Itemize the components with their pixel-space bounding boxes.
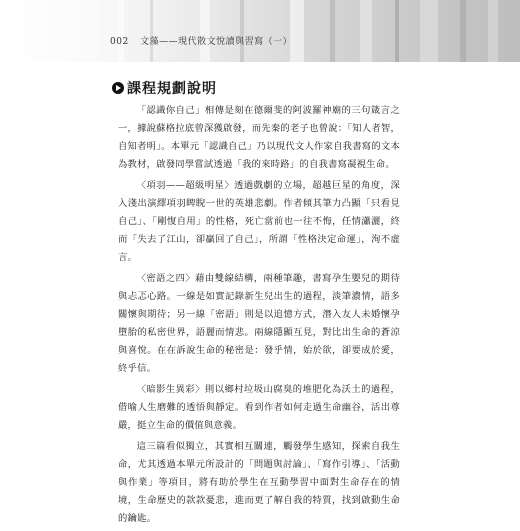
page-number: 002 — [110, 37, 129, 47]
section-title-text: 課程規劃說明 — [127, 81, 217, 97]
decorative-stripes — [0, 0, 520, 62]
page-header-band — [0, 0, 520, 62]
section-heading — [112, 78, 217, 98]
body-text — [118, 102, 400, 531]
paragraph: 「認識你自己」相傳是刻在德爾斐的阿波羅神廟的三句箴言之一，據說蘇格拉底曾深獲啟發，而先秦的老子也曾說：「知人者智，自知者明」。本單元「認識自己」乃以現代文人作家自我書寫的文本為教材，啟發同學嘗試透過「我的來時路」的自我書寫凝視生命。 — [118, 105, 400, 170]
paragraph: 〈暗影生異彩〉則以鄉村垃圾山腐臭的堆肥化為沃土的過程，借喻人生磨難的透悟與靜定。看到作者如何走過生命幽谷，活出尊嚴，挺立生命的價值與意義。 — [118, 384, 400, 431]
book-title: 文藻——現代散文悅讀與習寫（一） — [140, 37, 293, 47]
paragraph: 〈密語之四〉藉由雙線結構，兩種筆趣，書寫孕生嬰兒的期待與忐忑心路。一線是如實記錄新生兒出生的過程，淡筆濃情，語多關懷與期待；另一線「密語」則是以追憶方式，潛入友人未婚懷孕墮胎的私密世界，語麗而情悲。兩線隱顯互見，對比出生命的蒼涼與喜悅。在在訴說生命的秘密是：發乎情，始於欲，卻要成於愛，終乎信。 — [118, 273, 400, 374]
paragraph: 這三篇看似獨立，其實相互關連，觸發學生感知，探索自我生命，尤其透過本單元所設計的「問題與討論」、「寫作引導」、「活動與作業」等項目，將有助於學生在互動學習中面對生命存在的情境，生命歷史的款款憂悲，進而更了解自我的特質，找到啟動生命的鑰匙。 — [118, 441, 400, 524]
running-header — [110, 34, 292, 47]
arrow-circle-icon — [112, 82, 124, 94]
paragraph: 〈項羽——超級明星〉透過戲劇的立場，超越巨星的角度，深入淺出演繹項羽睥睨一世的英雄悲劇。作者傾其筆力凸顯「只看見自己」、「剛愎自用」的性格，死亡當前也一往不悔，任情瀟灑，終而「失去了江山，卻贏回了自己」，所謂「性格決定命運」，洵不虛言。 — [118, 180, 400, 263]
